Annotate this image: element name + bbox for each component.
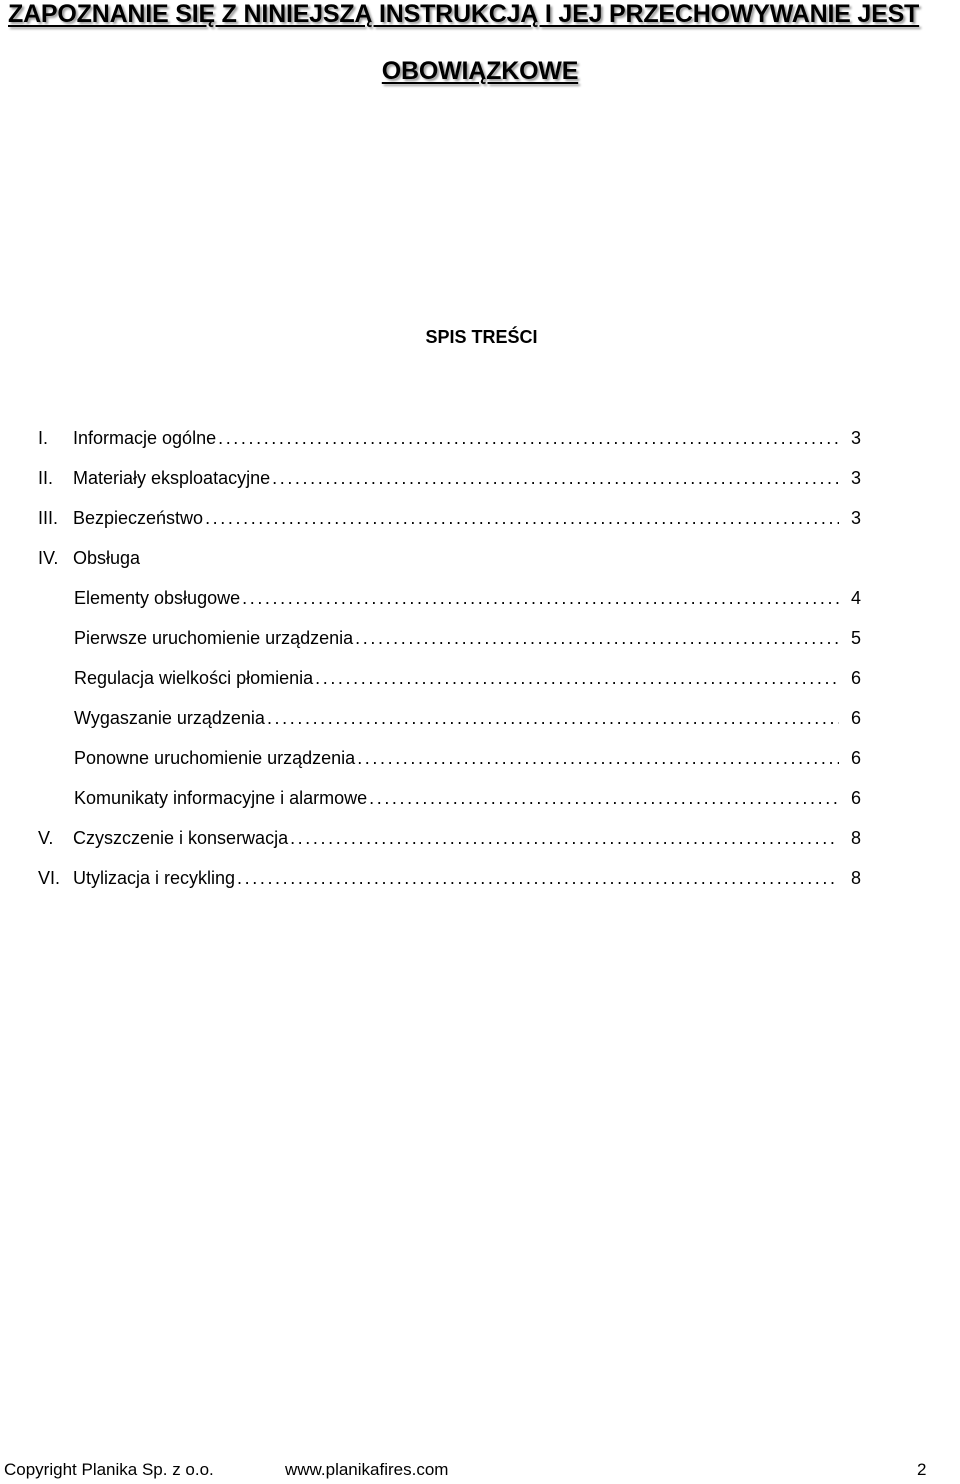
toc-entry-label: Obsługa xyxy=(73,548,141,568)
toc-entry-page: 4 xyxy=(850,588,861,608)
toc-entry-komunikaty[interactable] xyxy=(74,788,861,812)
toc-entry-wygaszanie[interactable] xyxy=(74,708,861,732)
toc-entry-bezpieczenstwo[interactable] xyxy=(38,508,861,532)
toc-entry-page: 6 xyxy=(850,748,861,768)
toc-entry-page: 8 xyxy=(850,828,861,848)
toc-entry-number: IV. xyxy=(38,548,59,568)
toc-entry-label: Pierwsze uruchomienie urządzenia xyxy=(74,628,354,648)
footer-website-link[interactable]: www.planikafires.com xyxy=(285,1460,449,1479)
toc-dot-leader xyxy=(218,428,839,449)
toc-dot-leader xyxy=(369,788,839,809)
toc-dot-leader xyxy=(357,748,839,769)
toc-entry-label: Elementy obsługowe xyxy=(74,588,241,608)
toc-entry-label: Komunikaty informacyjne i alarmowe xyxy=(74,788,368,808)
toc-entry-regulacja-plomienia[interactable] xyxy=(74,668,861,692)
toc-entry-informacje-ogolne[interactable] xyxy=(38,428,861,452)
toc-dot-leader xyxy=(290,828,839,849)
footer-copyright: Copyright Planika Sp. z o.o. xyxy=(4,1460,214,1479)
toc-entry-label: Materiały eksploatacyjne xyxy=(73,468,271,488)
toc-dot-leader xyxy=(272,468,839,489)
warning-heading-line-2: OBOWIĄZKOWE xyxy=(381,57,579,85)
toc-entry-page: 5 xyxy=(850,628,861,648)
toc-dot-leader xyxy=(237,868,839,889)
toc-entry-elementy-obslugowe[interactable] xyxy=(74,588,861,612)
toc-entry-page: 8 xyxy=(850,868,861,888)
toc-dot-leader xyxy=(267,708,839,729)
toc-entry-obsluga[interactable] xyxy=(38,548,438,572)
toc-entry-label: Czyszczenie i konserwacja xyxy=(73,828,289,848)
toc-entry-label: Bezpieczeństwo xyxy=(73,508,204,528)
toc-entry-page: 3 xyxy=(850,508,861,528)
toc-entry-label: Wygaszanie urządzenia xyxy=(74,708,265,728)
toc-entry-page: 3 xyxy=(850,468,861,488)
toc-entry-page: 6 xyxy=(850,708,861,728)
toc-entry-ponowne-uruchomienie[interactable] xyxy=(74,748,861,772)
page-footer xyxy=(0,1460,960,1484)
toc-entry-label: Regulacja wielkości płomienia xyxy=(74,668,314,688)
toc-entry-materialy-eksploatacyjne[interactable] xyxy=(38,468,861,492)
toc-title: SPIS TREŚCI xyxy=(425,327,538,347)
toc-entry-number: VI. xyxy=(38,868,61,888)
toc-entry-utylizacja[interactable] xyxy=(38,868,861,892)
toc-entry-czyszczenie[interactable] xyxy=(38,828,861,852)
toc-entry-label: Ponowne uruchomienie urządzenia xyxy=(74,748,356,768)
footer-page-number: 2 xyxy=(917,1460,927,1479)
toc-entry-page: 6 xyxy=(850,788,861,808)
toc-entry-pierwsze-uruchomienie[interactable] xyxy=(74,628,861,652)
warning-heading-line-1: ZAPOZNANIE SIĘ Z NINIEJSZĄ INSTRUKCJĄ I JEJ PRZECHOWYWANIE JEST xyxy=(8,0,920,28)
toc-entry-page: 6 xyxy=(850,668,861,688)
toc-entry-number: II. xyxy=(38,468,54,488)
toc-entry-label: Informacje ogólne xyxy=(73,428,217,448)
toc-entry-page: 3 xyxy=(850,428,861,448)
toc-entry-number: III. xyxy=(38,508,59,528)
toc-dot-leader xyxy=(242,588,839,609)
toc-entry-number: I. xyxy=(38,428,49,448)
toc-entry-number: V. xyxy=(38,828,54,848)
toc-dot-leader xyxy=(355,628,839,649)
toc-dot-leader xyxy=(205,508,839,529)
toc-dot-leader xyxy=(315,668,839,689)
toc-entry-label: Utylizacja i recykling xyxy=(73,868,236,888)
